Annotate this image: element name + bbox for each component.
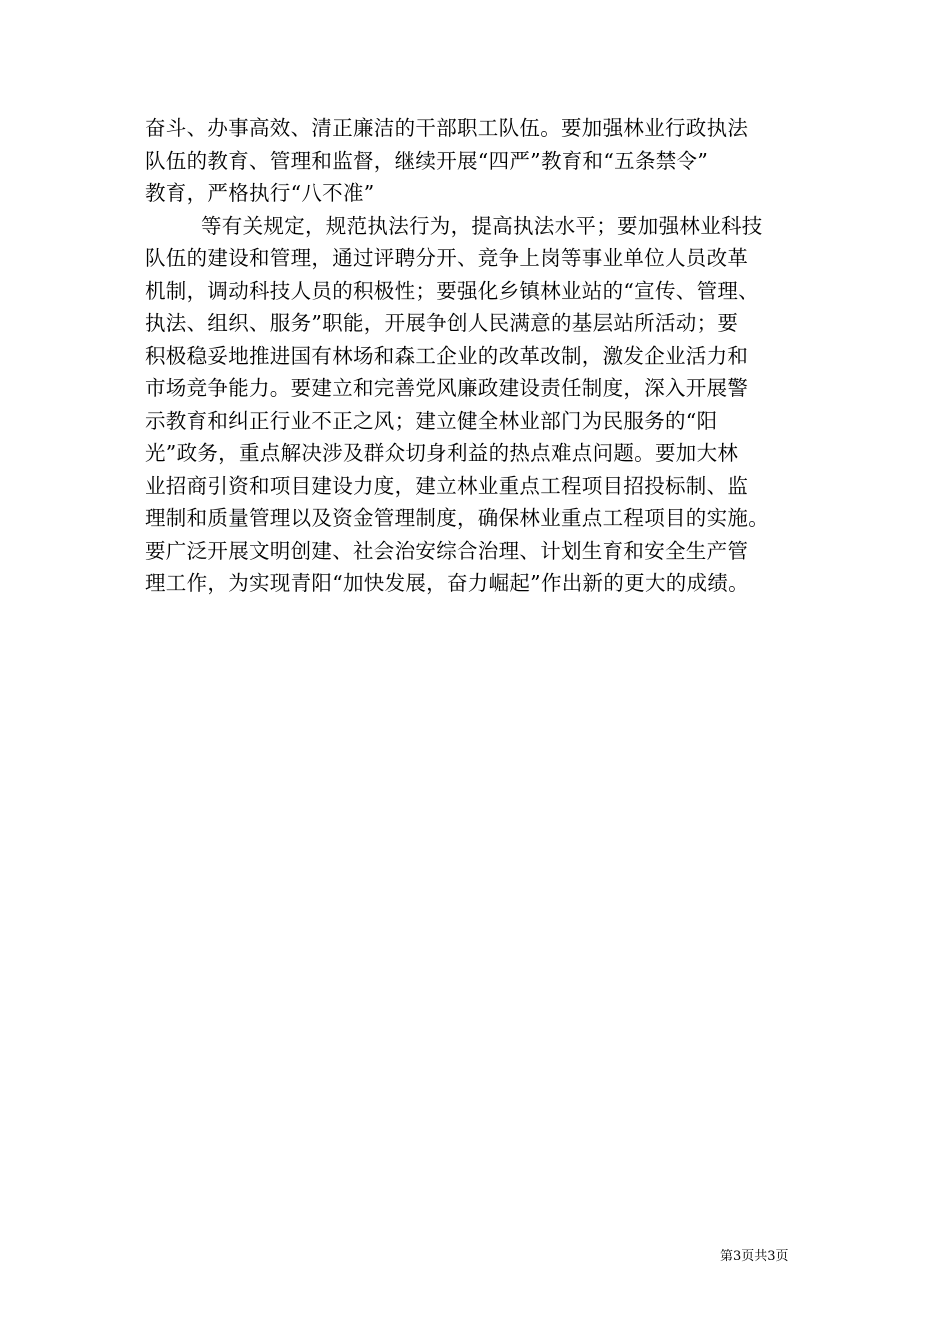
paragraph-1: [145, 112, 815, 210]
text-line: 队伍的建设和管理，通过评聘分开、竞争上岗等事业单位人员改革: [145, 246, 749, 270]
text-line: 理制和质量管理以及资金管理制度，确保林业重点工程项目的实施。: [145, 506, 769, 530]
text-line: 示教育和纠正行业不正之风；建立健全林业部门为民服务的“阳: [145, 408, 718, 433]
paragraph-2: [145, 210, 815, 600]
text-line: 等有关规定，规范执法行为，提高执法水平；要加强林业科技: [201, 213, 763, 238]
text-line: 奋斗、办事高效、清正廉洁的干部职工队伍。要加强林业行政执法: [145, 116, 749, 140]
text-line: 要广泛开展文明创建、社会治安综合治理、计划生育和安全生产管: [145, 538, 749, 563]
text-line: 教育，严格执行“八不准”: [145, 181, 375, 205]
page-number: 第3页共3页: [720, 1249, 789, 1264]
text-line: 业招商引资和项目建设力度，建立林业重点工程项目招投标制、监: [145, 473, 749, 498]
text-line: 机制，调动科技人员的积极性；要强化乡镇林业站的“宣传、管理、: [145, 278, 759, 303]
text-line: 队伍的教育、管理和监督，继续开展“四严”教育和“五条禁令”: [145, 148, 709, 173]
text-line: 执法、组织、服务”职能，开展争创人民满意的基层站所活动；要: [145, 311, 739, 335]
text-line: 理工作，为实现青阳“加快发展，奋力崛起”作出新的更大的成绩。: [145, 571, 749, 595]
text-line: 市场竞争能力。要建立和完善党风廉政建设责任制度，深入开展警: [145, 376, 749, 400]
body-text: [145, 112, 815, 600]
text-line: 积极稳妥地推进国有林场和森工企业的改革改制，激发企业活力和: [145, 343, 749, 368]
text-line: 光”政务，重点解决涉及群众切身利益的热点难点问题。要加大林: [145, 441, 739, 465]
